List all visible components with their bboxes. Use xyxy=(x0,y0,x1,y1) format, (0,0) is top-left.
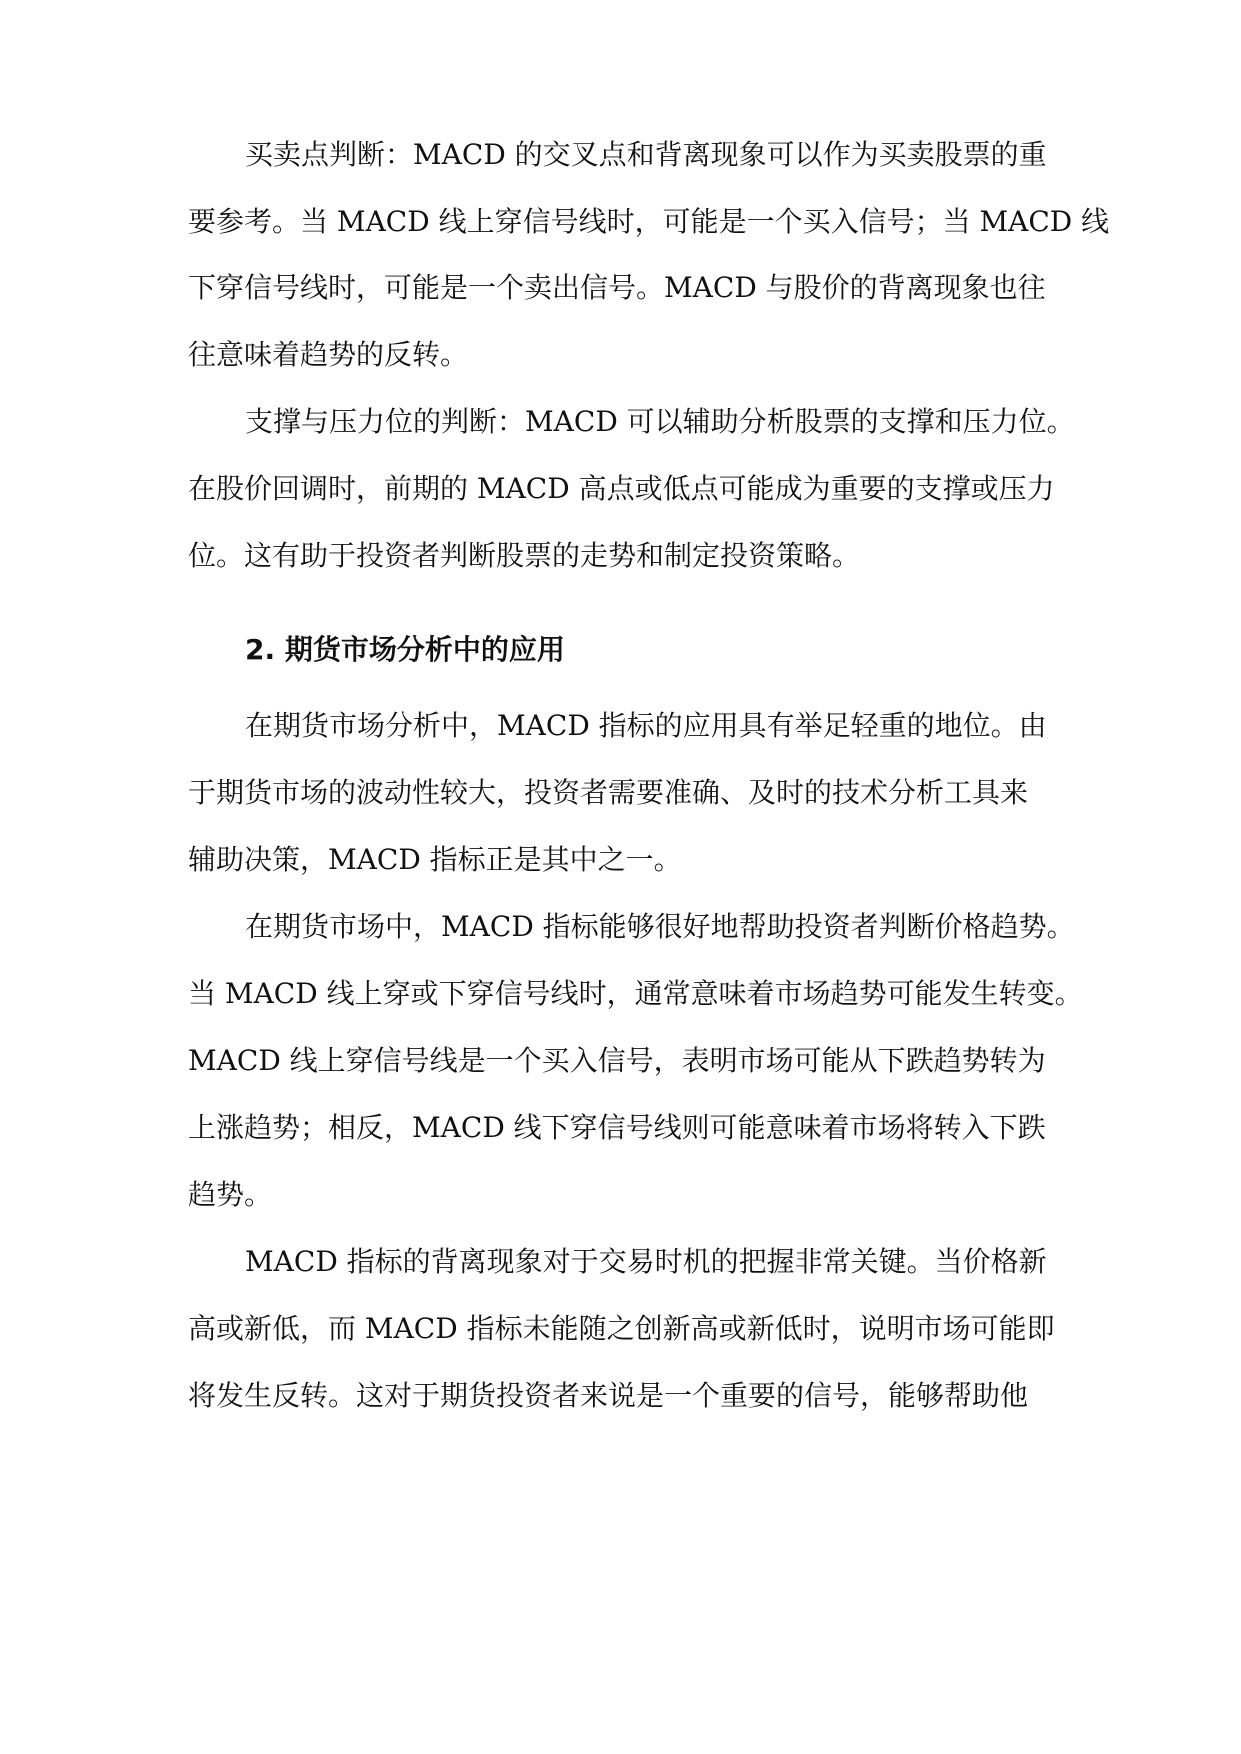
paragraph-line: 位。这有助于投资者判断股票的走势和制定投资策略。 xyxy=(188,539,861,572)
paragraph-line: 买卖点判断：MACD 的交叉点和背离现象可以作为买卖股票的重 xyxy=(245,138,1047,171)
paragraph-line: 在股价回调时，前期的 MACD 高点或低点可能成为重要的支撑或压力 xyxy=(188,472,1055,505)
paragraph-line: 下穿信号线时，可能是一个卖出信号。MACD 与股价的背离现象也往 xyxy=(188,271,1046,304)
paragraph-line: 当 MACD 线上穿或下穿信号线时，通常意味着市场趋势可能发生转变。 xyxy=(188,977,1083,1010)
paragraph-line: 上涨趋势；相反，MACD 线下穿信号线则可能意味着市场将转入下跌 xyxy=(188,1111,1046,1144)
paragraph-line: 高或新低，而 MACD 指标未能随之创新高或新低时，说明市场可能即 xyxy=(188,1312,1055,1345)
paragraph-line: 于期货市场的波动性较大，投资者需要准确、及时的技术分析工具来 xyxy=(188,776,1029,809)
section-heading: 2. 期货市场分析中的应用 xyxy=(245,633,565,666)
paragraph-line: MACD 指标的背离现象对于交易时机的把握非常关键。当价格新 xyxy=(245,1245,1047,1278)
paragraph-line: 趋势。 xyxy=(188,1178,273,1211)
paragraph-line: 往意味着趋势的反转。 xyxy=(188,338,469,371)
paragraph-line: 在期货市场分析中，MACD 指标的应用具有举足轻重的地位。由 xyxy=(245,709,1047,742)
paragraph-line: 将发生反转。这对于期货投资者来说是一个重要的信号，能够帮助他 xyxy=(188,1379,1029,1412)
paragraph-line: 支撑与压力位的判断：MACD 可以辅助分析股票的支撑和压力位。 xyxy=(245,405,1075,438)
paragraph-line: 在期货市场中，MACD 指标能够很好地帮助投资者判断价格趋势。 xyxy=(245,910,1075,943)
paragraph-line: 要参考。当 MACD 线上穿信号线时，可能是一个买入信号；当 MACD 线 xyxy=(188,205,1110,238)
paragraph-line: 辅助决策，MACD 指标正是其中之一。 xyxy=(188,843,682,876)
paragraph-line: MACD 线上穿信号线是一个买入信号，表明市场可能从下跌趋势转为 xyxy=(188,1044,1046,1077)
